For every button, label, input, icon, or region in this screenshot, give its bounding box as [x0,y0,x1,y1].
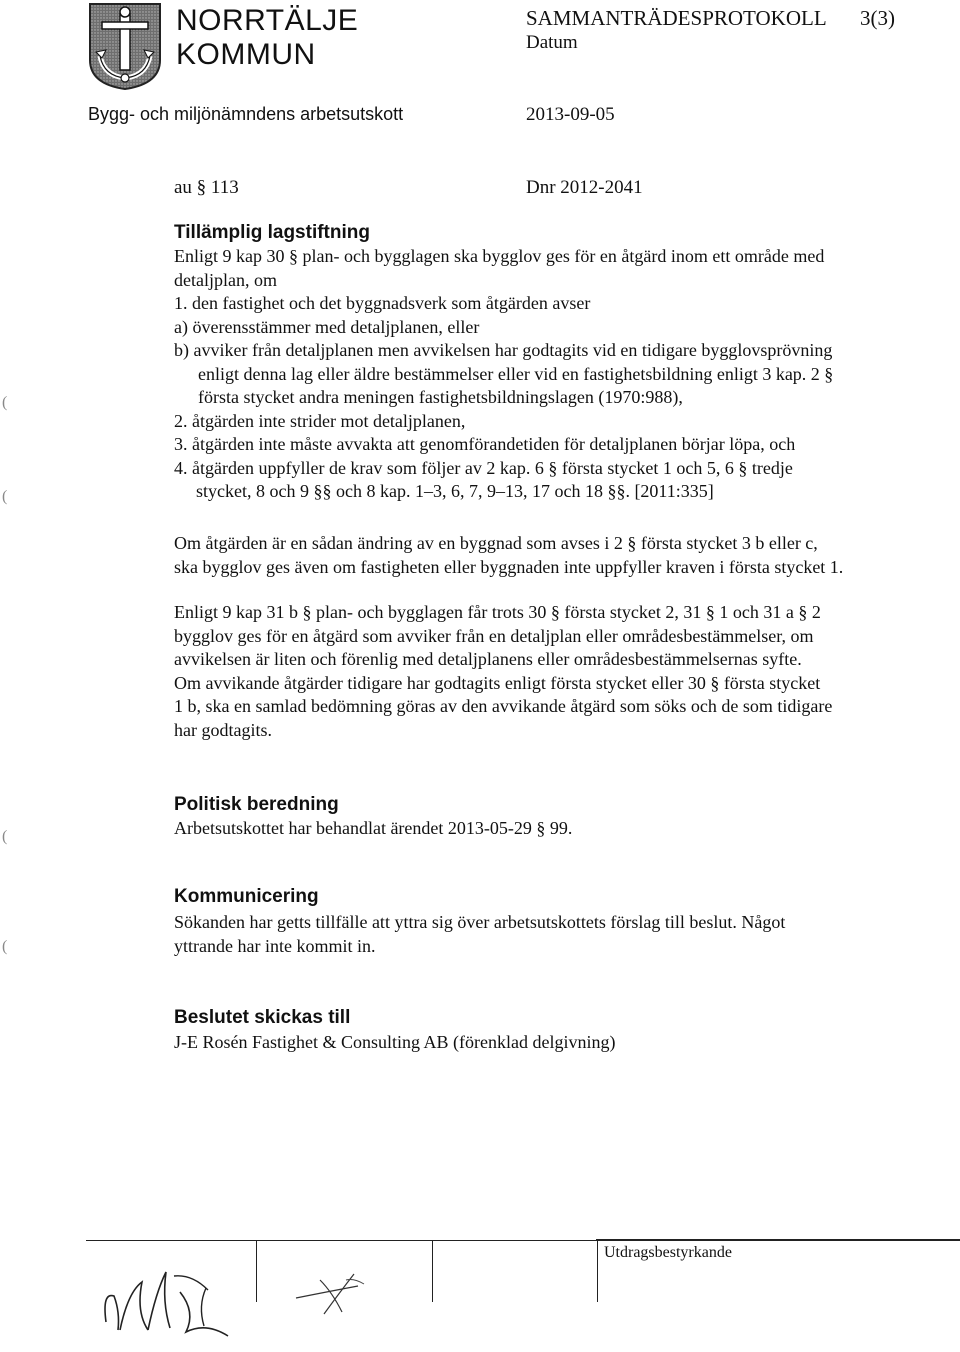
section-heading-legislation: Tillämplig lagstiftning [174,222,370,243]
paragraph-line: Om åtgärden är en sådan ändring av en byggnad som avses i 2 § första stycket 3 b eller c, [174,533,818,553]
sent-to-text: J-E Rosén Fastighet & Consulting AB (förenklad delgivning) [174,1032,616,1052]
paragraph-line: avvikelsen är liten och förenlig med detaljplanens eller områdesbestämmelsernas syfte. [174,649,802,669]
footer-divider [256,1240,257,1302]
margin-mark: ( [2,938,8,955]
date-label: Datum [526,32,578,53]
municipality-name-line1: NORRTÄLJE [176,4,359,37]
legislation-line: 3. åtgärden inte måste avvakta att genomförandetiden för detaljplanen börjar löpa, och [174,434,796,454]
section-heading-sent-to: Beslutet skickas till [174,1007,351,1028]
section-heading-communication: Kommunicering [174,886,319,907]
signature-1 [96,1252,246,1342]
paragraph-number: au § 113 [174,177,239,198]
legislation-line: b) avviker från detaljplanen men avvikelsen har godtagits vid en tidigare bygglovsprövning [174,340,833,360]
page-number: 3(3) [860,6,895,30]
footer-rule [596,1239,960,1241]
paragraph-line: 1 b, ska en samlad bedömning göras av den avvikande åtgärd som söks och de som tidigare [174,696,833,716]
communication-body [174,911,785,958]
margin-mark: ( [2,828,8,845]
communication-line: Sökanden har getts tillfälle att yttra sig över arbetsutskottets förslag till beslut. Något [174,912,786,932]
footer-divider [597,1240,598,1302]
municipality-logo [88,2,162,90]
legislation-line: a) överensstämmer med detaljplanen, eller [174,316,480,337]
legislation-line: första stycket andra meningen fastighetsbildningslagen (1970:988), [198,387,683,407]
margin-mark: ( [2,394,8,411]
communication-line: yttrande har inte kommit in. [174,935,376,956]
legislation-body [174,245,833,504]
legislation-line: 4. åtgärden uppfyller de krav som följer av 2 kap. 6 § första stycket 1 och 5, 6 § tredje [174,457,793,478]
paragraph-line: bygglov ges för en åtgärd som avviker från en detaljplan eller områdesbestämmelser, om [174,625,814,646]
legislation-line: 2. åtgärden inte strider mot detaljplanen, [174,410,466,431]
legislation-line: Enligt 9 kap 30 § plan- och bygglagen ska bygglov ges för en åtgärd inom ett område med [174,246,825,266]
politics-text: Arbetsutskottet har behandlat ärendet 2013-05-29 § 99. [174,818,573,838]
municipality-name-line2: KOMMUN [176,38,316,71]
legislation-line: detaljplan, om [174,269,277,290]
committee-name: Bygg- och miljönämndens arbetsutskott [88,104,404,124]
meeting-date: 2013-09-05 [526,104,615,125]
section-heading-politics: Politisk beredning [174,794,339,815]
case-number: Dnr 2012-2041 [526,177,643,198]
legislation-paragraph-3 [174,601,832,742]
legislation-line: enligt denna lag eller äldre bestämmelser eller vid en fastighetsbildning enligt 3 kap. 2 § [198,363,834,384]
footer-divider [432,1240,433,1302]
legislation-paragraph-2 [174,532,843,579]
margin-mark: ( [2,488,8,505]
legislation-line: 1. den fastighet och det byggnadsverk som åtgärden avser [174,293,591,313]
paragraph-line: Om avvikande åtgärder tidigare har godtagits enligt första stycket eller 30 § första stycket [174,672,821,693]
paragraph-line: Enligt 9 kap 31 b § plan- och bygglagen får trots 30 § första stycket 2, 31 § 1 och 31 a § 2 [174,602,821,622]
paragraph-line: ska bygglov ges även om fastigheten eller byggnaden inte uppfyller kraven i första stycket 1. [174,556,844,577]
coat-of-arms-icon [88,2,162,90]
protocol-title: SAMMANTRÄDESPROTOKOLL [526,6,827,30]
paragraph-line: har godtagits. [174,719,272,740]
extract-certification-label: Utdragsbestyrkande [604,1244,732,1261]
legislation-line: stycket, 8 och 9 §§ och 8 kap. 1–3, 6, 7, 9–13, 17 och 18 §§. [2011:335] [196,481,714,501]
signature-2 [276,1262,416,1322]
